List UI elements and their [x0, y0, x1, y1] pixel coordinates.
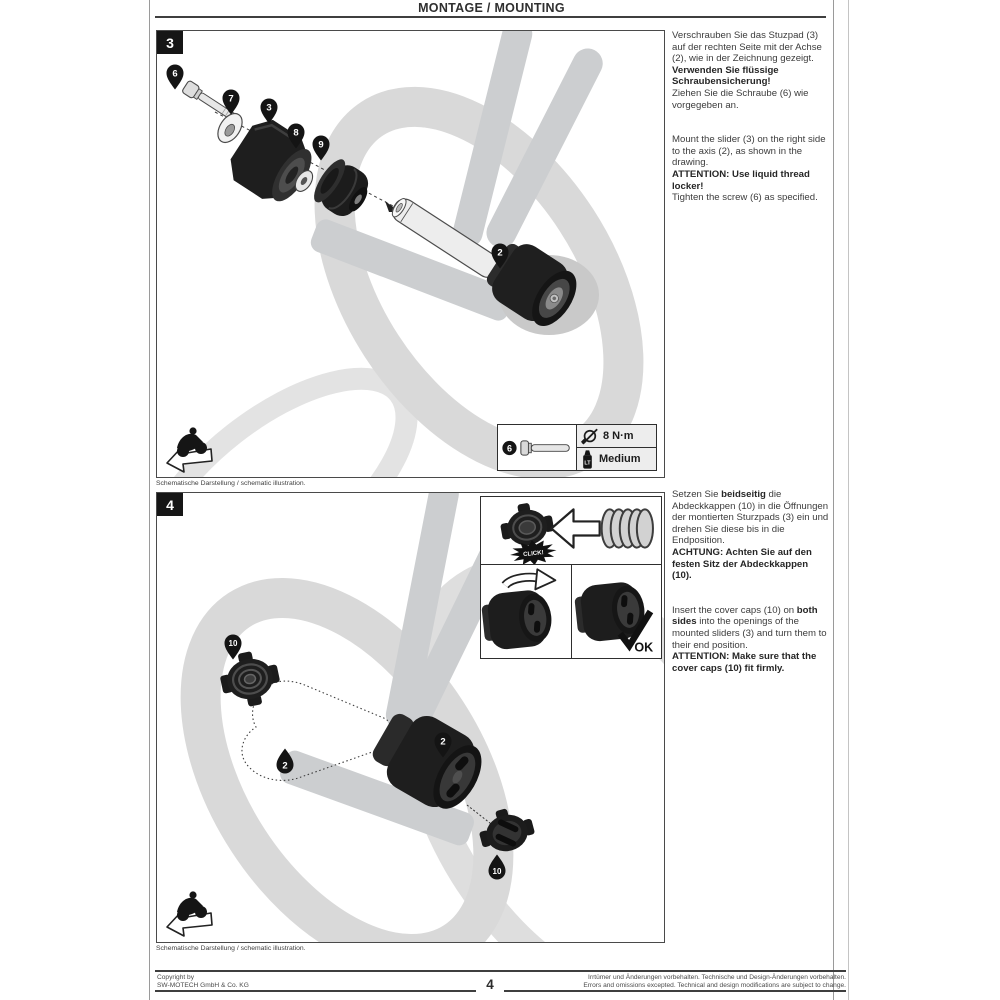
step-4-caption: Schematische Darstellung / schematic illustration. [156, 945, 306, 952]
footer-top-rule [155, 970, 846, 972]
step-4-text-german: Setzen Sie beidseitig die Abdeckkappen (10) in die Öffnungen der montierten Sturzpads (3) ein und drehen Sie diese bis in die Endposition. ACHTUNG: Achten Sie auf den festen Sitz der Abdeckkappen (10). [672, 489, 829, 582]
content-right-edge-line [833, 0, 834, 1000]
svg-text:CLICK!: CLICK! [522, 550, 544, 559]
header-rule [155, 16, 826, 18]
torque-value: 8 N·m [603, 430, 634, 442]
step-3-panel [156, 30, 665, 478]
step-4-panel [156, 492, 665, 943]
thread-locker-row [577, 447, 656, 470]
thread-locker-grade: Medium [599, 453, 641, 465]
step-3-caption: Schematische Darstellung / schematic illustration. [156, 480, 306, 487]
inset-insert-cell [481, 497, 661, 565]
svg-text:2: 2 [440, 736, 446, 748]
insert-direction-arrow [551, 509, 599, 547]
page-number: 4 [476, 977, 504, 995]
step-4-text-english: Insert the cover caps (10) on both sides into the openings of the mounted sliders (3) and turn them to their end position. ATTENTION: Make sure that the cover caps (10) fit firmly. [672, 604, 827, 674]
copyright-line-1: Copyright by [157, 974, 195, 981]
step-3-illustration [157, 31, 664, 477]
torque-part-label: 6 [506, 442, 512, 453]
svg-text:LT: LT [584, 460, 591, 467]
footer-disclaimer [583, 974, 846, 991]
motorcycle-direction-icon [167, 891, 212, 936]
svg-text:2: 2 [497, 247, 503, 259]
disclaimer-german: Irrtümer und Änderungen vorbehalten. Technische und Design-Änderungen vorbehalten. [588, 974, 846, 981]
step-3-instructions [672, 30, 830, 204]
step-3-number-badge: 3 [157, 31, 183, 54]
disclaimer-english: Errors and omissions excepted. Technical and design modifications are subject to change. [583, 982, 846, 990]
torque-wrench-icon [581, 428, 598, 445]
inset-cover-cap [497, 499, 556, 549]
part-label-slider [261, 99, 278, 124]
rotate-arrow [505, 569, 555, 589]
ok-label: OK [633, 640, 653, 655]
page-right-edge-line [848, 0, 849, 1000]
spring-icon [602, 509, 653, 547]
inset-ok-cell [571, 565, 662, 658]
svg-text:10: 10 [228, 639, 238, 648]
svg-text:8: 8 [293, 127, 299, 139]
step-3-text-english: Mount the slider (3) on the right side to the axis (2), as shown in the drawing. ATTENTION: Use liquid thread locker! Tighten the screw (6) as specified. [672, 134, 826, 204]
footer-copyright [157, 974, 249, 991]
page-header-title: MONTAGE / MOUNTING [418, 1, 565, 15]
svg-text:3: 3 [266, 102, 272, 114]
thread-locker-bottle-icon [581, 450, 594, 469]
part-label-screw [167, 65, 184, 90]
svg-text:9: 9 [318, 139, 324, 151]
torque-row [577, 425, 656, 447]
washer-part [213, 109, 247, 147]
svg-text:10: 10 [492, 867, 502, 876]
torque-screw-cell [498, 425, 576, 470]
screw-icon [521, 440, 569, 454]
step-4-instructions [672, 489, 830, 674]
svg-text:2: 2 [282, 760, 288, 772]
torque-spec-box [497, 424, 657, 471]
cap-mounting-inset-box [480, 496, 662, 659]
step-4-number-badge: 4 [157, 493, 183, 516]
svg-text:6: 6 [172, 68, 178, 80]
page-left-edge-line [149, 0, 150, 1000]
copyright-line-2: SW-MOTECH GmbH & Co. KG [157, 982, 249, 990]
inset-slider-turn [481, 588, 554, 651]
inset-turn-cell [481, 565, 571, 658]
svg-text:7: 7 [228, 93, 234, 105]
step-3-text-german: Verschrauben Sie das Stuzpad (3) auf der rechten Seite mit der Achse (2), wie in der Zeichnung gezeigt. Verwenden Sie flüssige Schraubensicherung! Ziehen Sie die Schraube (6) wie vorgegeben an. [672, 30, 822, 111]
